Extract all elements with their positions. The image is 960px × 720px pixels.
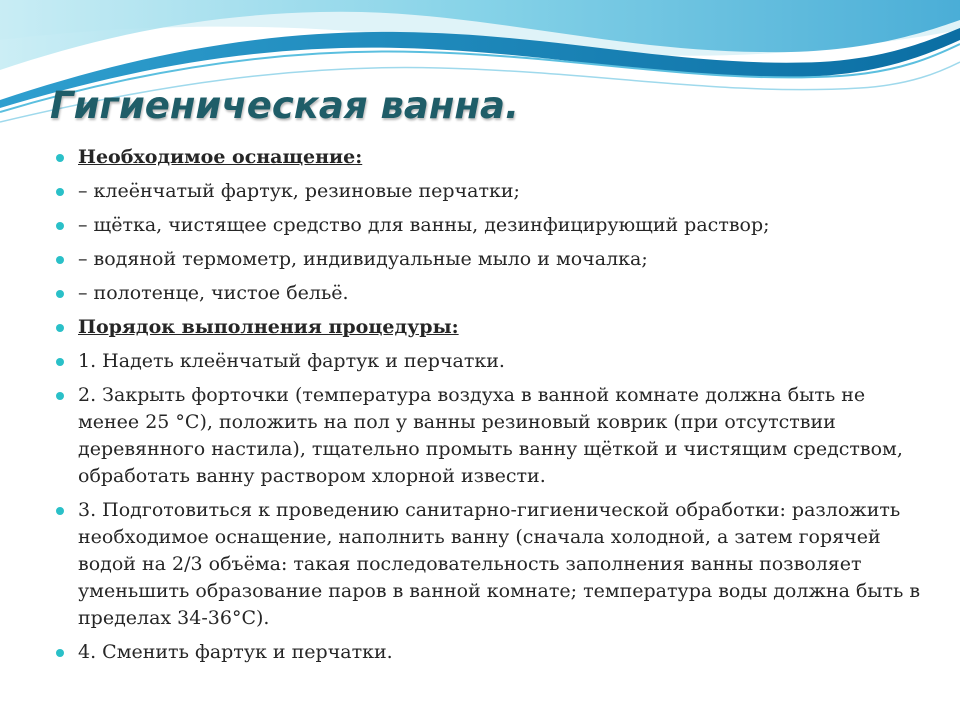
bullet-text: 2. Закрыть форточки (температура воздуха в ванной комнате должна быть не менее 25 °С), положить на пол у ванны резиновый коврик (при отсутствии деревянного настила), тщательно промыть ванну щёткой и чистящим средством, обработать ванну раствором хлорной извести. [78, 384, 903, 487]
bullet-icon [56, 392, 64, 400]
list-item [52, 348, 932, 375]
bullet-icon [56, 188, 64, 196]
list-item [52, 497, 932, 632]
list-item [52, 382, 932, 490]
bullet-text: – водяной термометр, индивидуальные мыло и мочалка; [78, 248, 648, 270]
bullet-text: 3. Подготовиться к проведению санитарно-гигиенической обработки: разложить необходимое оснащение, наполнить ванну (сначала холодной, а затем горячей водой на 2/3 объёма: такая последовательность заполнения ванны позволяет уменьшить образование паров в ванной комнате; температура воды должна быть в пределах 34-36°С). [78, 499, 921, 629]
bullet-icon [56, 358, 64, 366]
list-item [52, 639, 932, 666]
list-item [52, 212, 932, 239]
bullet-text: Необходимое оснащение: [78, 146, 363, 168]
bullet-icon [56, 324, 64, 332]
bullet-icon [56, 256, 64, 264]
bullet-text: 4. Сменить фартук и перчатки. [78, 641, 393, 663]
slide-title: Гигиеническая ванна. [50, 84, 520, 127]
bullet-text: 1. Надеть клеёнчатый фартук и перчатки. [78, 350, 505, 372]
bullet-list [52, 144, 932, 673]
bullet-text: – полотенце, чистое бельё. [78, 282, 349, 304]
bullet-icon [56, 507, 64, 515]
list-item [52, 246, 932, 273]
bullet-icon [56, 290, 64, 298]
bullet-icon [56, 154, 64, 162]
bullet-icon [56, 649, 64, 657]
list-item [52, 178, 932, 205]
section-heading [52, 314, 932, 341]
section-heading [52, 144, 932, 171]
bullet-text: – щётка, чистящее средство для ванны, дезинфицирующий раствор; [78, 214, 770, 236]
bullet-text: – клеёнчатый фартук, резиновые перчатки; [78, 180, 520, 202]
bullet-text: Порядок выполнения процедуры: [78, 316, 459, 338]
list-item [52, 280, 932, 307]
bullet-icon [56, 222, 64, 230]
